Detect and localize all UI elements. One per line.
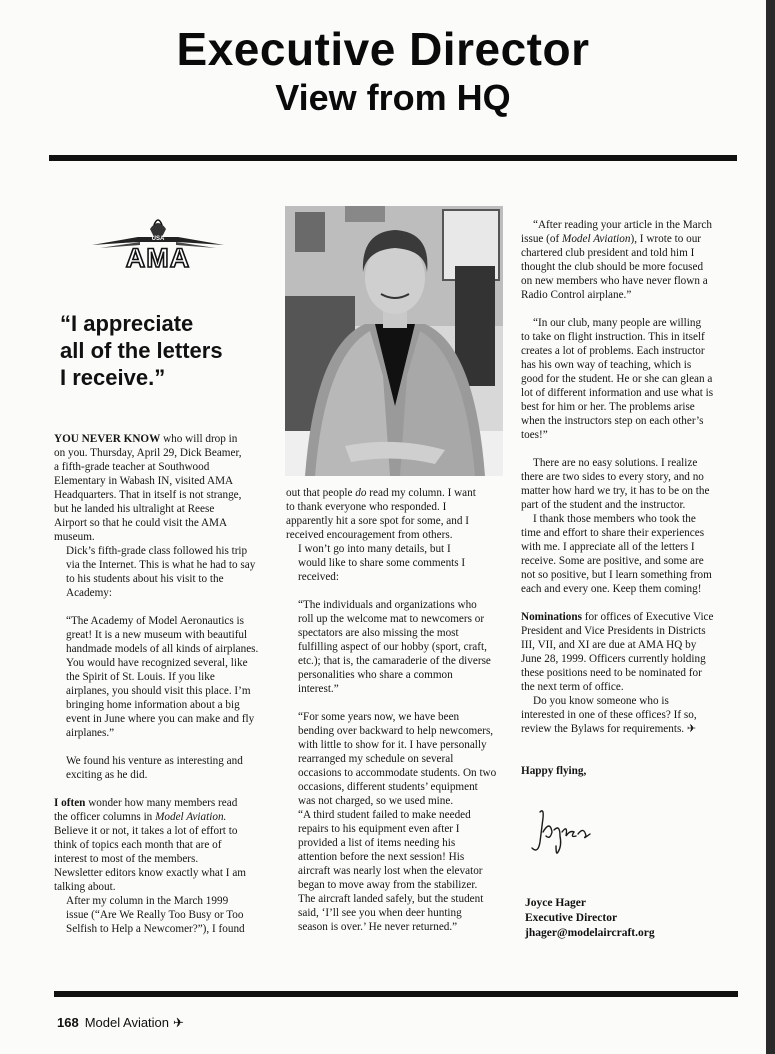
article-column-2 <box>286 486 508 934</box>
quote-paragraph: “The individuals and organizations who roll up the welcome mat to newcomers or spectators are also missing the most fulfilling aspect of our hobby (sport, craft, etc.); that is, the camaraderie of the diverse personalities who share a common interest.” <box>298 599 491 695</box>
quote-paragraph: “For some years now, we have been bending over backward to help newcomers, with little to show for it. I have personally rearranged my schedule on several occasions to accommodate students. On two occasions, different students’ equipment was not charged, so we used mine. <box>298 711 497 807</box>
page-number: 168 <box>57 1015 79 1030</box>
quote-paragraph: “The Academy of Model Aeronautics is great! It is a new museum with beautiful handmade models of all kinds of airplanes. You would have recognized several, like the Spirit of St. Louis. If you like airplanes, you should visit this place. I’m bringing home information about a big event in June where you can make and fly airplanes.” <box>66 615 259 739</box>
paragraph: out that people do read my column. I want to thank everyone who responded. I apparently hit a sore spot for some, and I received encouragement from others. <box>286 487 476 541</box>
paragraph: I often wonder how many members read the officer columns in Model Aviation. Believe it or not, it takes a lot of effort to think of topics each month that are of interest to most of the members. Newsletter editors know exactly what I am talking about. <box>54 797 246 893</box>
pull-quote-line: all of the letters <box>60 338 223 363</box>
portrait-photo <box>285 206 503 476</box>
top-rule <box>49 155 737 161</box>
author-email[interactable]: jhager@modelaircraft.org <box>525 927 655 939</box>
lead-in: I often <box>54 797 86 809</box>
paragraph: There are no easy solutions. I realize there are two sides to every story, and no matter how hard we try, it has to be on the part of the student and the instructor. <box>521 457 710 511</box>
paragraph: After my column in the March 1999 issue (“Are We Really Too Busy or Too Selfish to Help a Newcomer?”), I found <box>66 895 245 935</box>
paragraph: Do you know someone who is interested in one of these offices? If so, review the Bylaws for requirements. ✈ <box>521 695 697 735</box>
quote-paragraph: “After reading your article in the March issue (of Model Aviation), I wrote to our chartered club president and told him I thought the club should be more focused on new members who have never flown a Radio Control airplane.” <box>521 219 712 301</box>
bottom-rule <box>54 991 738 997</box>
end-mark-airplane-icon: ✈ <box>686 723 697 735</box>
page-subtitle: View from HQ <box>275 77 511 118</box>
page-footer <box>57 1015 184 1031</box>
paragraph: I thank those members who took the time and effort to share their experiences with me. I appreciate all of the letters I receive. Some are positive, and some are not so positive, but I learn something from each and every one. Keep them coming! <box>521 513 712 595</box>
logo-text: AMA <box>125 243 191 273</box>
lead-in: YOU NEVER KNOW <box>54 433 161 445</box>
handwritten-signature <box>530 806 610 858</box>
article-column-1 <box>54 432 276 936</box>
paragraph: We found his venture as interesting and exciting as he did. <box>66 755 243 781</box>
logo-small-text: USA <box>151 236 165 242</box>
pull-quote-line: I receive.” <box>60 365 166 390</box>
quote-paragraph: “In our club, many people are willing to take on flight instruction. This in itself creates a lot of problems. Each instructor has his own way of teaching, which is good for the student. He or she can glean a lot of different information and use what is best for him or her. The problems arise when the instructors step on each other’s toes!” <box>521 317 714 441</box>
airplane-icon: ✈ <box>173 1015 184 1030</box>
paragraph: I won’t go into many details, but I would like to share some comments I received: <box>298 543 466 583</box>
quote-paragraph: “A third student failed to make needed repairs to his equipment even after I provided a list of items needing his attention before the next session! His aircraft was nearly lost when the elevator began to move away from the stabilizer. The aircraft landed safely, but the student said, ‘I’ll see you when deer hunting season is over.’ He never returned.” <box>298 809 484 933</box>
magazine-name: Model Aviation <box>84 1015 170 1030</box>
author-name: Joyce Hager <box>525 897 586 909</box>
pull-quote-line: “I appreciate <box>60 311 194 336</box>
page-title: Executive Director <box>176 23 590 75</box>
closing: Happy flying, <box>521 765 587 777</box>
paragraph: Dick’s fifth-grade class followed his trip via the Internet. This is what he had to say to his students about his visit to the Academy: <box>66 545 256 599</box>
lead-in: Nominations <box>521 611 582 623</box>
article-column-3 <box>521 218 743 778</box>
author-title: Executive Director <box>525 912 618 924</box>
paragraph: Nominations for offices of Executive Vice President and Vice Presidents in Districts III, VII, and XI are due at AMA HQ by June 28, 1999. Officers currently holding these positions need to be nominated for the next term of office. <box>521 611 714 693</box>
pull-quote <box>60 310 280 391</box>
signature-block <box>525 896 725 941</box>
ama-logo <box>90 215 226 273</box>
paragraph: YOU NEVER KNOW who will drop in on you. Thursday, April 29, Dick Beamer, a fifth-grade teacher at Southwood Elementary in Wabash IN, visited AMA Headquarters. That in itself is not strange, but he landed his ultralight at Reese Airport so that he could visit the AMA museum. <box>54 433 242 543</box>
